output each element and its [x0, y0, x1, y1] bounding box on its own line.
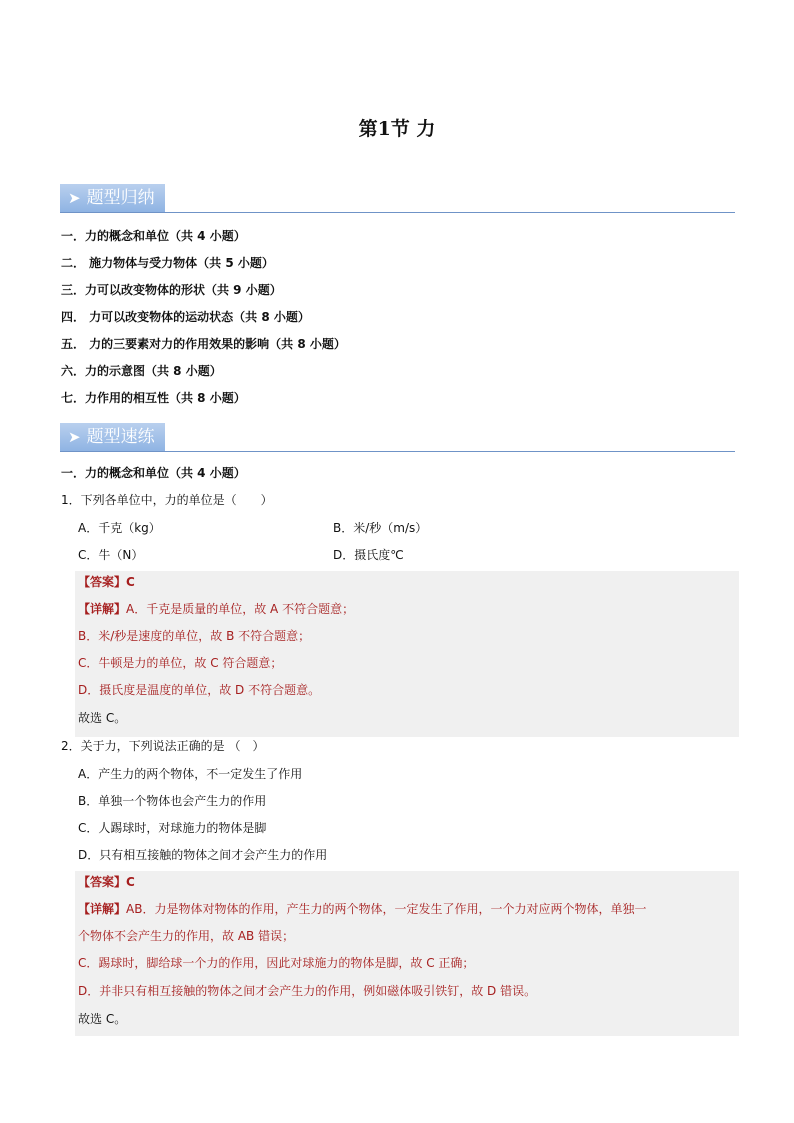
option-c: C．牛（N）	[78, 548, 144, 562]
option-d: D．只有相互接触的物体之间才会产生力的作用	[78, 848, 328, 862]
toc-item: 五． 力的三要素对力的作用效果的影响（共 8 小题）	[61, 337, 346, 351]
answer-line	[78, 874, 135, 890]
answer-box	[75, 871, 739, 1036]
detail-tag: 【详解】	[78, 602, 127, 616]
option-a: A．产生力的两个物体，不一定发生了作用	[78, 767, 303, 781]
option-b: B．单独一个物体也会产生力的作用	[78, 794, 267, 808]
option-c: C．人踢球时，对球施力的物体是脚	[78, 821, 267, 835]
conclusion-line: 故选 C。	[78, 711, 127, 725]
detail-line: D．摄氏度是温度的单位，故 D 不符合题意。	[78, 683, 321, 697]
detail-line	[78, 901, 646, 917]
page-title: 第1节 力	[358, 118, 436, 140]
answer-tag: 【答案】	[78, 575, 127, 589]
option-b: B．米/秒（m/s）	[333, 521, 428, 535]
toc-item: 一．力的概念和单位（共 4 小题）	[61, 229, 246, 243]
toc-item: 三．力可以改变物体的形状（共 9 小题）	[61, 283, 282, 297]
section-divider	[60, 212, 735, 213]
arrow-icon: ➤	[68, 428, 81, 446]
detail-line: C．踢球时，脚给球一个力的作用，因此对球施力的物体是脚，故 C 正确；	[78, 956, 475, 970]
section-banner-practice	[60, 423, 165, 451]
toc-item: 四． 力可以改变物体的运动状态（共 8 小题）	[61, 310, 310, 324]
section-heading: 题型速练	[86, 427, 155, 447]
answer-tag: 【答案】	[78, 875, 127, 889]
detail-line: C．牛顿是力的单位，故 C 符合题意；	[78, 656, 283, 670]
question-stem: 2．关于力，下列说法正确的是 （ ）	[61, 739, 265, 753]
detail-line: B．米/秒是速度的单位，故 B 不符合题意；	[78, 629, 311, 643]
detail-line	[78, 601, 354, 617]
section-banner-summary	[60, 184, 165, 212]
detail-line: 个物体不会产生力的作用，故 AB 错误；	[78, 929, 295, 943]
detail-tag: 【详解】	[78, 902, 127, 916]
practice-subheading: 一．力的概念和单位（共 4 小题）	[61, 466, 246, 480]
arrow-icon: ➤	[68, 189, 81, 207]
answer-line	[78, 574, 135, 590]
option-a: A．千克（kg）	[78, 521, 161, 535]
detail-text: A．千克是质量的单位，故 A 不符合题意；	[126, 602, 355, 616]
answer-value: C	[126, 575, 135, 589]
conclusion-line: 故选 C。	[78, 1012, 127, 1026]
option-d: D．摄氏度℃	[333, 548, 404, 562]
answer-value: C	[126, 875, 135, 889]
detail-text: AB．力是物体对物体的作用，产生力的两个物体，一定发生了作用，一个力对应两个物体，单独一	[126, 902, 647, 916]
toc-item: 六．力的示意图（共 8 小题）	[61, 364, 222, 378]
toc-item: 七．力作用的相互性（共 8 小题）	[61, 391, 246, 405]
question-stem: 1．下列各单位中，力的单位是（ ）	[61, 493, 273, 507]
answer-box	[75, 571, 739, 737]
section-heading: 题型归纳	[86, 188, 155, 208]
detail-line: D．并非只有相互接触的物体之间才会产生力的作用，例如磁体吸引铁钉，故 D 错误。	[78, 984, 537, 998]
toc-item: 二． 施力物体与受力物体（共 5 小题）	[61, 256, 274, 270]
section-divider	[60, 451, 735, 452]
